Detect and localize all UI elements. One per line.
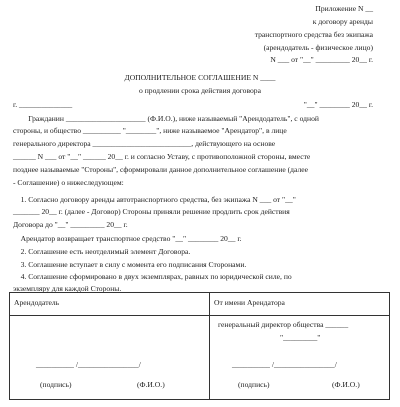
lessee-sign-label: (подпись)	[238, 380, 270, 389]
lessee-name-label: (Ф.И.О.)	[332, 380, 360, 389]
clause-2-line: 2. Соглашение есть неотделимый элемент Договора.	[13, 247, 191, 256]
clause-return-line: Арендатор возвращает транспортное средство "__" ________ 20__ г.	[13, 234, 242, 243]
preamble-line: стороны, и общество __________ "________", ниже называемое "Арендатор", в лице	[13, 126, 287, 135]
lessee-company: "_________"	[280, 333, 321, 342]
header-number-date: N ___ от "__" _________ 20__ г.	[270, 55, 373, 64]
clause-1-line: Договора до "__" _________ 20__ г.	[13, 220, 128, 229]
header-vehicle: транспортного средства без экипажа	[254, 30, 373, 39]
preamble-line: позднее называемые "Стороны", сформировали данное дополнительное соглашение (далее	[13, 165, 309, 174]
lessee-header: От имени Арендатора	[214, 298, 285, 307]
clause-4-line: 4. Соглашение сформировано в двух экземплярах, равных по юридической силе, по	[13, 272, 292, 281]
document-subtitle: о продлении срока действия договора	[139, 86, 261, 95]
clause-4-line: экземпляру для каждой Стороны.	[13, 284, 122, 293]
lessee-position: генеральный директор общества ______	[218, 320, 349, 329]
preamble-line: - Соглашение) о нижеследующем:	[13, 178, 124, 187]
clause-1-line: _______ 20__ г. (далее - Договор) Стороны приняли решение продлить срок действия	[13, 207, 290, 216]
header-appendix: Приложение N __	[315, 4, 373, 13]
table-header-divider	[10, 315, 389, 316]
lessor-sign-label: (подпись)	[40, 380, 72, 389]
clause-3-line: 3. Соглашение вступает в силу с момента его подписания Сторонами.	[13, 260, 247, 269]
signature-table	[9, 292, 390, 400]
document-title: ДОПОЛНИТЕЛЬНОЕ СОГЛАШЕНИЕ N ____	[124, 73, 276, 82]
clause-1-line: 1. Согласно договору аренды автотранспортного средства, без экипажа N ___ от "__"	[13, 195, 296, 204]
preamble-line: генерального директора __________________________, действующего на основе	[13, 139, 276, 148]
preamble-line: Гражданин _____________________ (Ф.И.О.), ниже называемый "Арендодатель", с одной	[13, 114, 319, 123]
lessor-name-label: (Ф.И.О.)	[137, 380, 165, 389]
lessor-signature-line: __________ /________________/	[36, 360, 141, 369]
table-divider	[209, 293, 210, 399]
place-field: г. ______________	[13, 100, 73, 109]
lessor-header: Арендодатель	[14, 298, 60, 307]
preamble-line: ______ N ___ от "__" ______ 20__ г. и согласно Уставу, с противоположной стороны, вместе	[13, 152, 311, 161]
header-contract: к договору аренды	[312, 17, 373, 26]
header-lessor-type: (арендодатель - физическое лицо)	[263, 43, 373, 52]
lessee-signature-line: __________ /________________/	[232, 360, 337, 369]
date-field: "__" ________ 20__ г.	[303, 100, 373, 109]
